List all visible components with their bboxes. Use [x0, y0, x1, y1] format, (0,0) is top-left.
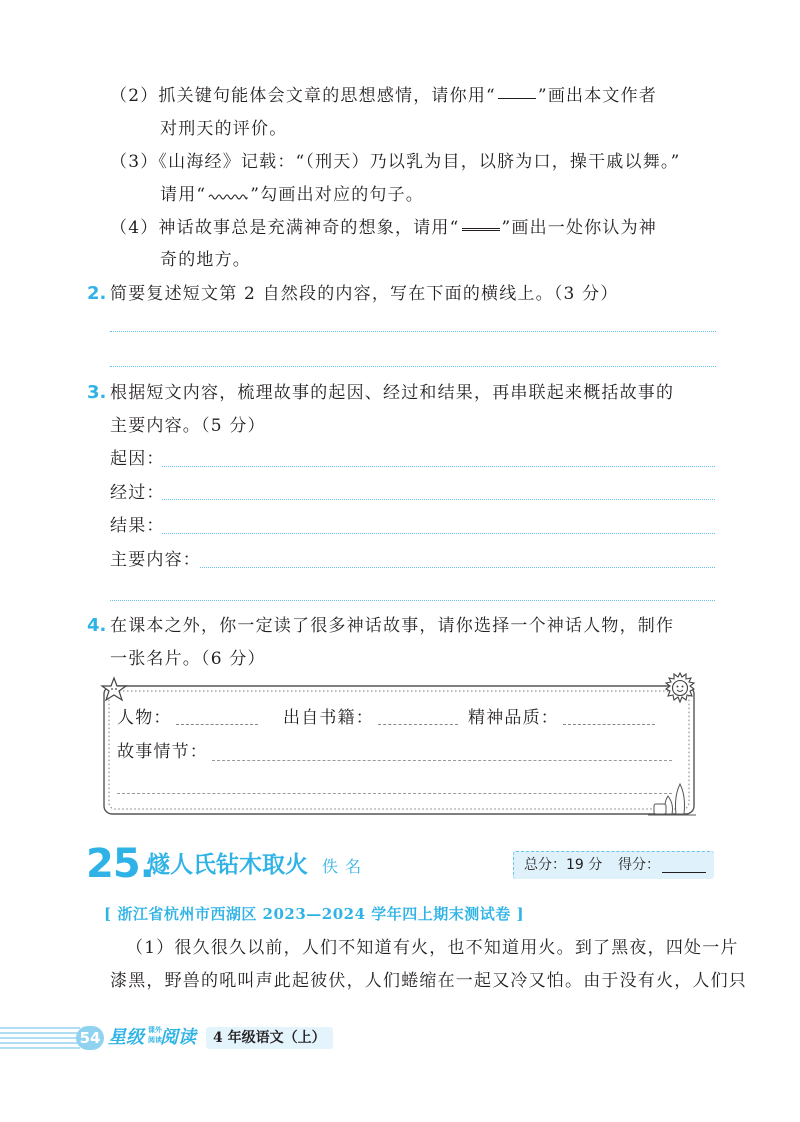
subq-2 — [110, 84, 657, 108]
grade-label: 4 年级语文（上） — [206, 1027, 333, 1049]
q3-text-line1: 根据短文内容，梳理故事的起因、经过和结果，再串联起来概括故事的 — [110, 383, 675, 403]
q2-answer-line-2[interactable] — [110, 366, 716, 367]
footer-rule — [0, 1022, 80, 1054]
subq-3-text-b: ”勾画出对应的句子。 — [250, 185, 424, 205]
page-number: 54 — [79, 1029, 101, 1047]
q3-main-line-2[interactable] — [110, 600, 715, 601]
q2-answer-line-1[interactable] — [110, 331, 716, 332]
card-plot-label: 故事情节： — [117, 742, 208, 762]
subq-3-number: （3） — [110, 152, 159, 172]
q4-number: 4. — [87, 615, 107, 636]
subq-2-text-b: ”画出本文作者 — [537, 86, 658, 106]
source-citation: [ 浙江省杭州市西湖区 2023—2024 学年四上期末测试卷 ] — [104, 905, 525, 923]
card-spirit-label: 精神品质： — [468, 708, 559, 728]
sun-face-icon — [662, 670, 698, 706]
card-book-label: 出自书籍： — [283, 708, 374, 728]
q2-number: 2. — [87, 283, 107, 304]
brand-small-bottom: 阅读 — [148, 1036, 162, 1044]
card-plot-line-2[interactable] — [117, 793, 672, 794]
score-input[interactable] — [662, 872, 706, 873]
subq-3 — [110, 150, 681, 174]
q3-field-cause: 起因： — [110, 449, 165, 469]
double-underline-sample — [462, 228, 500, 231]
q4-text-line2: 一张名片。（6 分） — [110, 649, 266, 669]
brand-small-top: 课外 — [148, 1026, 162, 1034]
total-score: 总分：19 分 — [524, 857, 603, 873]
plant-decoration-icon — [646, 774, 698, 818]
subq-3-line2 — [160, 183, 424, 207]
q3-field-main: 主要内容： — [110, 550, 201, 570]
subq-3-text: 《山海经》记载：“（刑天）乃以乳为目，以脐为口，操干戚以舞。” — [158, 152, 681, 172]
star-icon — [100, 676, 128, 702]
wavy-underline-sample — [208, 192, 248, 202]
q3-process-line[interactable] — [162, 499, 715, 500]
card-book-field[interactable] — [378, 724, 458, 725]
solid-underline-sample — [498, 98, 536, 99]
section-title: 燧人氏钻木取火 — [147, 852, 308, 878]
card-person-field[interactable] — [176, 724, 258, 725]
page-number-badge — [76, 1026, 104, 1050]
card-row-1-spirit — [468, 706, 655, 730]
card-person-label: 人物： — [117, 708, 172, 728]
card-spirit-field[interactable] — [563, 724, 655, 725]
brand-main: 星级 — [108, 1027, 144, 1048]
subq-4-number: （4） — [110, 218, 159, 238]
subq-4-text-b: ”画出一处你认为神 — [501, 218, 658, 238]
subq-2-line2: 对刑天的评价。 — [160, 119, 288, 139]
score-label: 得分： — [618, 857, 660, 873]
card-row-2 — [117, 740, 208, 764]
q3-field-result: 结果： — [110, 516, 165, 536]
subq-2-text-a: 抓关键句能体会文章的思想感情，请你用“ — [158, 86, 496, 106]
card-plot-line-1[interactable] — [212, 760, 672, 761]
section-author: 佚 名 — [322, 857, 363, 876]
passage-line-2: 漆黑，野兽的吼叫声此起彼伏，人们蜷缩在一起又冷又怕。由于没有火，人们只 — [110, 971, 747, 991]
subq-4-line2: 奇的地方。 — [160, 250, 251, 270]
subq-4-text-a: 神话故事总是充满神奇的想象，请用“ — [158, 218, 460, 238]
q4-text-line1: 在课本之外，你一定读了很多神话故事，请你选择一个神话人物，制作 — [110, 616, 675, 636]
subq-3-text-a: 请用“ — [160, 185, 207, 205]
q3-main-line-1[interactable] — [200, 567, 715, 568]
card-row-1 — [117, 706, 258, 730]
q3-result-line[interactable] — [162, 533, 715, 534]
card-row-1-book — [283, 706, 458, 730]
q3-number: 3. — [87, 382, 107, 403]
subq-4 — [110, 216, 657, 240]
section-number: 25. — [86, 841, 154, 887]
subq-2-number: （2） — [110, 86, 159, 106]
q3-field-process: 经过： — [110, 483, 165, 503]
passage-line-1: （1）很久很久以前，人们不知道有火，也不知道用火。到了黑夜，四处一片 — [126, 938, 739, 958]
q3-cause-line[interactable] — [162, 466, 715, 467]
q2-text: 简要复述短文第 2 自然段的内容，写在下面的横线上。（3 分） — [110, 284, 619, 304]
brand-tail: 阅读 — [160, 1027, 196, 1048]
q3-text-line2: 主要内容。（5 分） — [110, 416, 266, 436]
